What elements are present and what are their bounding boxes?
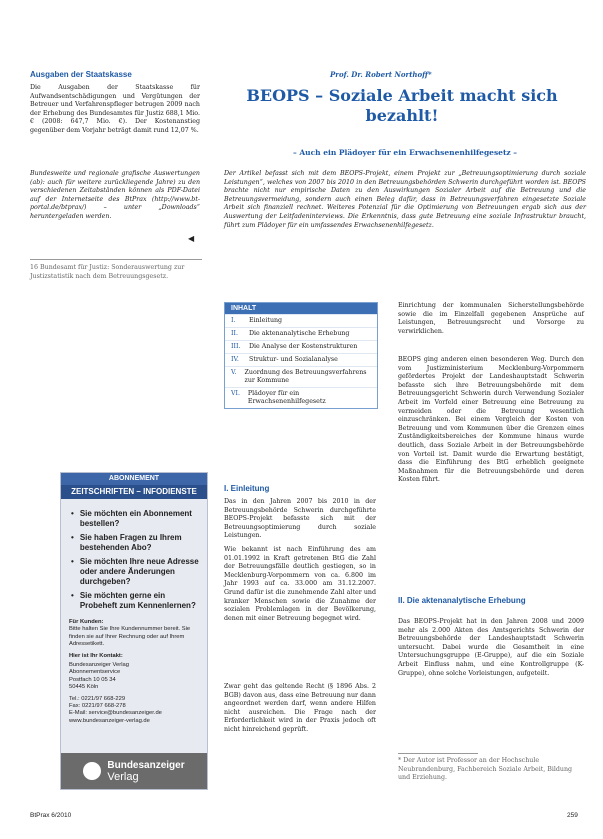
ad-band-zeitschriften: ZEITSCHRIFTEN – INFODIENSTE [61,485,207,499]
logo-mark-icon [83,762,101,780]
ad-address: Bundesanzeiger Verlag Abonnementservice Postfach 10 05 34 50445 Köln [69,662,129,691]
section-title-staatskasse: Ausgaben der Staatskasse [30,70,132,79]
right-paragraph-3: Das BEOPS-Projekt hat in den Jahren 2008 und 2009 mehr als 2.000 Akten des Amtsgerichts Schwerin der Betreuungsbehörde der Landeshauptstadt Schwerin untersucht. Dabei wurde die Gesamtheit in eine Untersuchungsgruppe (E-Gruppe), auf die ein Soziale Arbeit Einfluss nahm, und eine Kontrollgruppe (K-Gruppe), ohne solche Vorleistungen, aufgeteilt. [398,618,584,677]
ad-contact-block [61,615,207,729]
right-paragraph-2: BEOPS ging anderen einen besonderen Weg. Durch den vom Justizministerium Mecklenburg-Vorpommern gefördertes Projekt der Landeshauptstadt Schwerin befasste sich ihre Betreuungsbehörde mit dem Betreuungsgericht Schwerin durch Verwendung Sozialer Arbeit im Vorfeld einer Betreuung eine Betreuung zu vermeiden oder die Betreuung wesentlich einzuschränken. Bei einem Vergleich der Kosten von Betreuung und vom Kommunen über die Grenzen eines Zuständigkeitsbereiches der Kommune hinaus wurde deutlich, dass Soziale Arbeit in der Betreuungsbehörde von Vorteil ist. Damit wurde die Erwartung bestätigt, dass die Einführung des BtG erheblich geeignete Maßnahmen für die Betreuungsbehörde und deren Kosten führt. [398,356,584,484]
ad-bullet: • Sie möchten Ihre neue Adresse oder andere Änderungen durchgeben? [71,557,199,586]
toc-item[interactable]: V. Zuordnung des Betreuungsverfahrens zur Kommune [225,366,377,387]
section-heading-einleitung: I. Einleitung [224,484,270,493]
ad-bullet: • Sie haben Fragen zu Ihrem bestehenden Abo? [71,533,182,552]
right-footnote-divider [398,753,478,754]
footer-page-number: 259 [567,812,578,819]
ad-contact-label: Hier ist Ihr Kontakt: [69,652,123,659]
ad-kunden-label: Für Kunden: [69,619,104,625]
footnote-16: 16 Bundesamt für Justiz: Sonderauswertung zur Justizstatistik nach dem Betreuungsgesetz. [30,264,185,280]
ad-band-abonnement: ABONNEMENT [61,473,207,485]
bundesanzeiger-logo [61,753,207,789]
einleitung-paragraph-1: Das in den Jahren 2007 bis 2010 in der Betreuungsbehörde Schwerin durchgeführte BEOPS-Projekt befasste sich mit der Betreuungsoptimierung durch soziale Leistungen. [224,498,376,540]
section-heading-aktenanalytisch: II. Die aktenanalytische Erhebung [398,596,526,605]
article-author: Prof. Dr. Robert Northoff* [330,70,432,79]
footer-journal: BtPrax 6/2010 [30,812,72,819]
downloads-paragraph: Bundesweite und regionale grafische Auswertungen (ab): auch für weitere zurückliegende Jahre) zu den verschiedenen Zeitabständen können als PDF-Datei auf der Internetseite des BtPrax (http://www.bt-portal.de/btprax/) – unter „Downloads“ heruntergeladen werden. [30,170,200,220]
toc-item[interactable]: I. Einleitung [225,314,377,327]
footnote-divider [30,259,202,260]
staatskasse-paragraph: Die Ausgaben der Staatskasse für Aufwandsentschädigungen und Vergütungen der Betreuer und Verfahrenspfleger betrugen 2009 nach der Erhebung des Bundesamtes für Justiz 688,1 Mio. € (2008: 647,7 Mio. €). Der Kostenanstieg gegenüber dem Vorjahr beträgt damit rund 12,07 %. [30,84,200,134]
ad-kunden-text: Bitte halten Sie Ihre Kundennummer bereit. Sie finden sie auf Ihrer Rechnung oder auf Ihrem Adressetikett. [69,626,191,648]
toc-header: INHALT [225,303,377,314]
ad-bullet: • Sie möchten gerne ein Probeheft zum Kennenlernen? [71,591,196,610]
article-title: BEOPS – Soziale Arbeit macht sich bezahlt! [246,86,558,125]
article-abstract: Der Artikel befasst sich mit dem BEOPS-Projekt, einem Projekt zur „Betreuungsoptimierung durch soziale Leistungen“, welches von 2007 bis 2010 in den Betreuungsbehörden Schwerin durchgeführt worden ist. BEOPS brachte nicht nur empirische Daten zu den Auswirkungen Sozialer Arbeit auf die Betreuung und die Betreuungsvermeidung, sondern auch einen Beleg dafür, dass in Betreuungsverfahren eingesetzte Soziale Arbeit sich finanziell rechnet. Weiteres Potenzial für die Optimierung von Betreuungen ergab sich aus der Auswertung der Leitfadeninterviews. Die Erkenntnis, dass gute Betreuung eine soziale Infrastruktur braucht, führt zum Plädoyer für ein umfassendes Erwachsenenhilfegesetz. [224,170,586,229]
toc-item[interactable]: IV. Struktur- und Sozialanalyse [225,353,377,366]
ad-bullet-list [61,499,207,611]
ad-phone: Tel.: 0221/97 668-229 Fax: 0221/97 668-278 E-Mail: service@bundesanzeiger.de www.bundesanzeiger-verlag.de [69,695,162,724]
author-footnote: * Der Autor ist Professor an der Hochschule Neubrandenburg, Fachbereich Soziale Arbeit, Bildung und Erziehung. [398,757,573,782]
subscription-ad [60,472,208,790]
ad-bullet: • Sie möchten ein Abonnement bestellen? [71,509,192,528]
einleitung-paragraph-3: Zwar geht das geltende Recht (§ 1896 Abs. 2 BGB) davon aus, dass eine Betreuung nur dann angeordnet werden darf, wenn andere Hilfen nicht ausreichen. Die Frage nach der Erforderlichkeit wird in der Praxis jedoch oft nicht hinreichend geprüft. [224,683,376,733]
arrow-left-icon: ◀ [188,234,195,243]
toc-item[interactable]: II. Die aktenanalytische Erhebung [225,327,377,340]
logo-line1: Bundesanzeiger [107,759,185,771]
article-subtitle: – Auch ein Plädoyer für ein Erwachsenenhilfegesetz – [292,148,518,157]
table-of-contents [224,302,378,409]
right-paragraph-1: Einrichtung der kommunalen Sicherstellungsbehörde sowie die im Einzelfall gegebenen Ansprüche auf Leistungen, Betreuungsrecht und Vorsorge zu verwirklichen. [398,302,584,335]
einleitung-paragraph-2: Wie bekannt ist nach Einführung des am 01.01.1992 in Kraft getretenen BtG die Zahl der Betreuungsfälle deutlich gestiegen, so in Mecklenburg-Vorpommern von ca. 6.800 im Jahr 1993 auf ca. 33.000 am 31.12.2007. Grund dafür ist die zunehmende Zahl alter und kranker Menschen sowie die Zunahme der sozialen Problemlagen in der Bevölkerung, denen mit einer Betreuung begegnet wird. [224,546,376,622]
logo-line2: Verlag [107,770,139,783]
toc-item[interactable]: VI. Plädoyer für ein Erwachsenenhilfegesetz [225,387,377,408]
toc-item[interactable]: III. Die Analyse der Kostenstrukturen [225,340,377,353]
